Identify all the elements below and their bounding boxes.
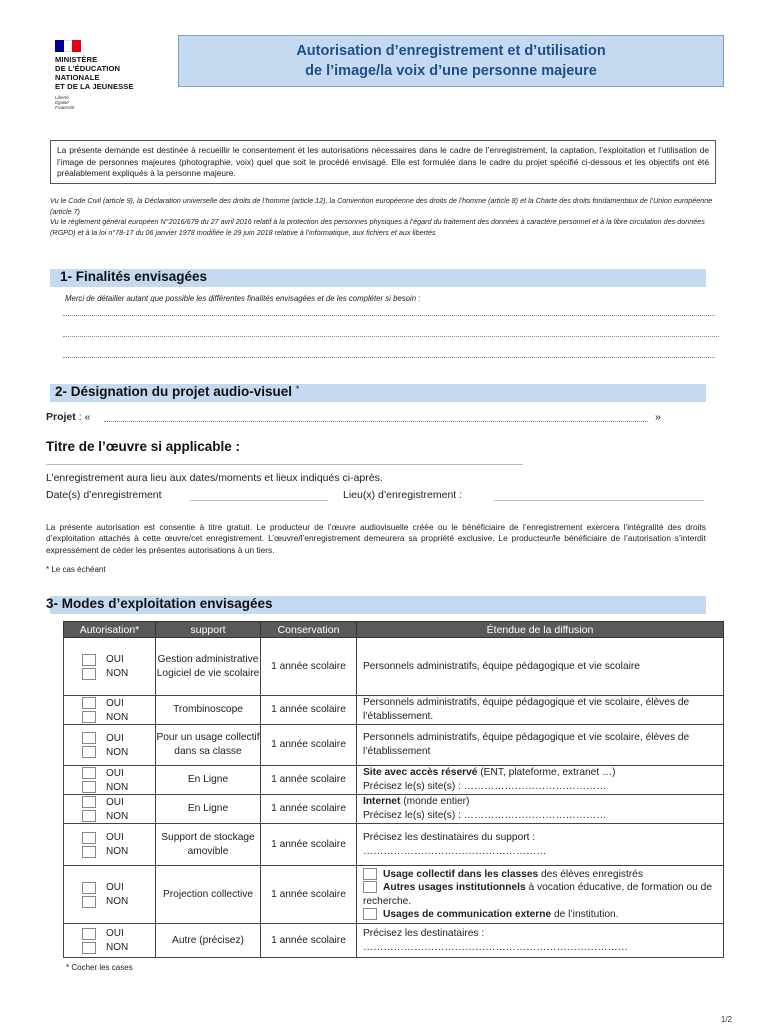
table-row — [64, 924, 724, 958]
conservation-cell: 1 année scolaire — [261, 795, 357, 824]
option-checkbox[interactable] — [363, 868, 377, 880]
purpose-line-1[interactable] — [63, 315, 715, 316]
support-cell: Trombinoscope — [156, 696, 261, 725]
support-cell: Autre (précisez) — [156, 924, 261, 958]
section3-title: 3- Modes d’exploitation envisagées — [46, 596, 273, 611]
authorization-cell: OUI NON — [64, 638, 156, 696]
exploitation-modes-table — [63, 621, 724, 958]
section1-hint: Merci de détailler autant que possible les différentes finalités envisagées et de les compléter si besoin : — [65, 294, 421, 303]
conservation-cell: 1 année scolaire — [261, 696, 357, 725]
project-input[interactable] — [104, 421, 648, 422]
support-cell: Pour un usage collectif dans sa classe — [156, 725, 261, 766]
support-cell: Gestion administrative Logiciel de vie scolaire — [156, 638, 261, 696]
places-input[interactable] — [494, 500, 704, 501]
recording-info: L’enregistrement aura lieu aux dates/moments et lieux indiqués ci-après. — [46, 472, 383, 484]
yes-checkbox[interactable] — [82, 832, 96, 844]
extent-cell: Précisez les destinataires : …………………………………………………………………… — [357, 924, 724, 958]
extent-cell: Personnels administratifs, équipe pédagogique et vie scolaire, élèves de l’établissement. — [357, 696, 724, 725]
work-title-label: Titre de l’œuvre si applicable : — [46, 439, 241, 454]
authorization-cell: OUI NON — [64, 866, 156, 924]
authorization-cell: OUI NON — [64, 696, 156, 725]
authorization-cell: OUI NON — [64, 725, 156, 766]
yes-checkbox[interactable] — [82, 767, 96, 779]
header-conservation: Conservation — [261, 622, 357, 638]
no-checkbox[interactable] — [82, 746, 96, 758]
table-row — [64, 795, 724, 824]
yes-checkbox[interactable] — [82, 882, 96, 894]
conservation-cell: 1 année scolaire — [261, 725, 357, 766]
support-cell: Support de stockage amovible — [156, 824, 261, 866]
table-row — [64, 725, 724, 766]
yes-checkbox[interactable] — [82, 796, 96, 808]
extent-cell: Personnels administratifs, équipe pédagogique et vie scolaire, élèves de l’établissement — [357, 725, 724, 766]
dates-label: Date(s) d’enregistrement — [46, 489, 162, 501]
table-row — [64, 696, 724, 725]
yes-checkbox[interactable] — [82, 928, 96, 940]
section2-footnote: * Le cas échéant — [46, 565, 106, 574]
authorization-cell: OUI NON — [64, 824, 156, 866]
no-checkbox[interactable] — [82, 810, 96, 822]
conservation-cell: 1 année scolaire — [261, 824, 357, 866]
table-row — [64, 866, 724, 924]
option-checkbox[interactable] — [363, 908, 377, 920]
extent-cell: Personnels administratifs, équipe pédagogique et vie scolaire — [357, 638, 724, 696]
work-title-input[interactable] — [46, 464, 523, 465]
conservation-cell: 1 année scolaire — [261, 638, 357, 696]
document-title: Autorisation d’enregistrement et d’utilisation de l’image/la voix d’une personne majeure — [178, 35, 724, 87]
intro-paragraph: La présente demande est destinée à recueillir le consentement et les autorisations nécessaires dans le cadre de l’enregistrement, la captation, l’exploitation et l’utilisation de l’image de personnes majeures (photographie, voix) quel que soit le procédé envisagé. Elle est formulée dans le cadre du projet spécifié ci-dessous et les objectifs ont été préalablement expliqués à la personne majeure. — [50, 140, 716, 184]
purpose-line-3[interactable] — [63, 357, 715, 358]
table-footnote: * Cocher les cases — [66, 963, 133, 972]
conservation-cell: 1 année scolaire — [261, 866, 357, 924]
extent-cell: Précisez les destinataires du support : ……………………………………………… — [357, 824, 724, 866]
authorization-cell: OUI NON — [64, 795, 156, 824]
no-checkbox[interactable] — [82, 896, 96, 908]
extent-cell: Internet (monde entier) Précisez le(s) site(s) : …………………………………… — [357, 795, 724, 824]
table-row — [64, 766, 724, 795]
yes-checkbox[interactable] — [82, 654, 96, 666]
yes-checkbox[interactable] — [82, 697, 96, 709]
support-cell: Projection collective — [156, 866, 261, 924]
section1-title: 1- Finalités envisagées — [60, 269, 208, 284]
table-row — [64, 638, 724, 696]
extent-cell: Usage collectif dans les classes des élèves enregistrés Autres usages institutionnels à vocation éducative, de formation ou de recherche. Usages de communication externe de l’institution. — [357, 866, 724, 924]
project-line: Projet : « — [46, 411, 91, 423]
dates-input[interactable] — [190, 500, 328, 501]
no-checkbox[interactable] — [82, 668, 96, 680]
purpose-line-2[interactable] — [63, 336, 719, 337]
ministry-name: MINISTÈRE DE L'ÉDUCATION NATIONALE ET DE LA JEUNESSE — [55, 55, 134, 91]
yes-checkbox[interactable] — [82, 732, 96, 744]
header-extent: Étendue de la diffusion — [357, 622, 724, 638]
no-checkbox[interactable] — [82, 942, 96, 954]
legal-references: Vu le Code Civil (article 9), la Déclaration universelle des droits de l’homme (article 12), la Convention européenne des droits de l’homme (article 8) et la Charte des droits fondamentaux de l’Union européenne (article 7) Vu le règlement général européen N°2016/679 du 27 avril 2016 relatif à la protection des personnes physiques à l’égard du traitement des données à caractère personnel et à la libre circulation des données (RGPD) et à la loi n°78-17 du 06 janvier 1978 modifiée le 29 juin 2018 relative à l’informatique, aux fichiers et aux libertés — [50, 196, 713, 237]
section2-title: 2- Désignation du projet audio-visuel * — [55, 384, 300, 399]
support-cell: En Ligne — [156, 795, 261, 824]
support-cell: En Ligne — [156, 766, 261, 795]
authorization-cell: OUI NON — [64, 924, 156, 958]
authorization-cell: OUI NON — [64, 766, 156, 795]
no-checkbox[interactable] — [82, 711, 96, 723]
free-consent-paragraph: La présente autorisation est consentie à titre gratuit. Le producteur de l’œuvre audiovisuelle créée ou le bénéficiaire de l’enregistrement exercera l’intégralité des droits d’exploitation attachés à cette œuvre/cet enregistrement. L’œuvre/l’enregistrement demeurera sa propriété exclusive. Le producteur/le bénéficiaire de l’autorisation s’interdit expressément de céder les présentes autorisations à un tiers. — [46, 522, 706, 555]
conservation-cell: 1 année scolaire — [261, 766, 357, 795]
header-authorization: Autorisation* — [64, 622, 156, 638]
page-number: 1/2 — [720, 1015, 732, 1024]
table-row — [64, 824, 724, 866]
no-checkbox[interactable] — [82, 846, 96, 858]
table-header-row — [64, 622, 724, 638]
no-checkbox[interactable] — [82, 781, 96, 793]
french-flag-icon — [55, 40, 81, 52]
conservation-cell: 1 année scolaire — [261, 924, 357, 958]
extent-cell: Site avec accès réservé (ENT, plateforme, extranet …) Précisez le(s) site(s) : …………………………………… — [357, 766, 724, 795]
project-close-quote: » — [655, 411, 661, 423]
ministry-logo — [55, 40, 165, 110]
republic-motto: Liberté Égalité Fraternité — [55, 95, 75, 110]
places-label: Lieu(x) d’enregistrement : — [343, 489, 463, 501]
header-support: support — [156, 622, 261, 638]
option-checkbox[interactable] — [363, 881, 377, 893]
